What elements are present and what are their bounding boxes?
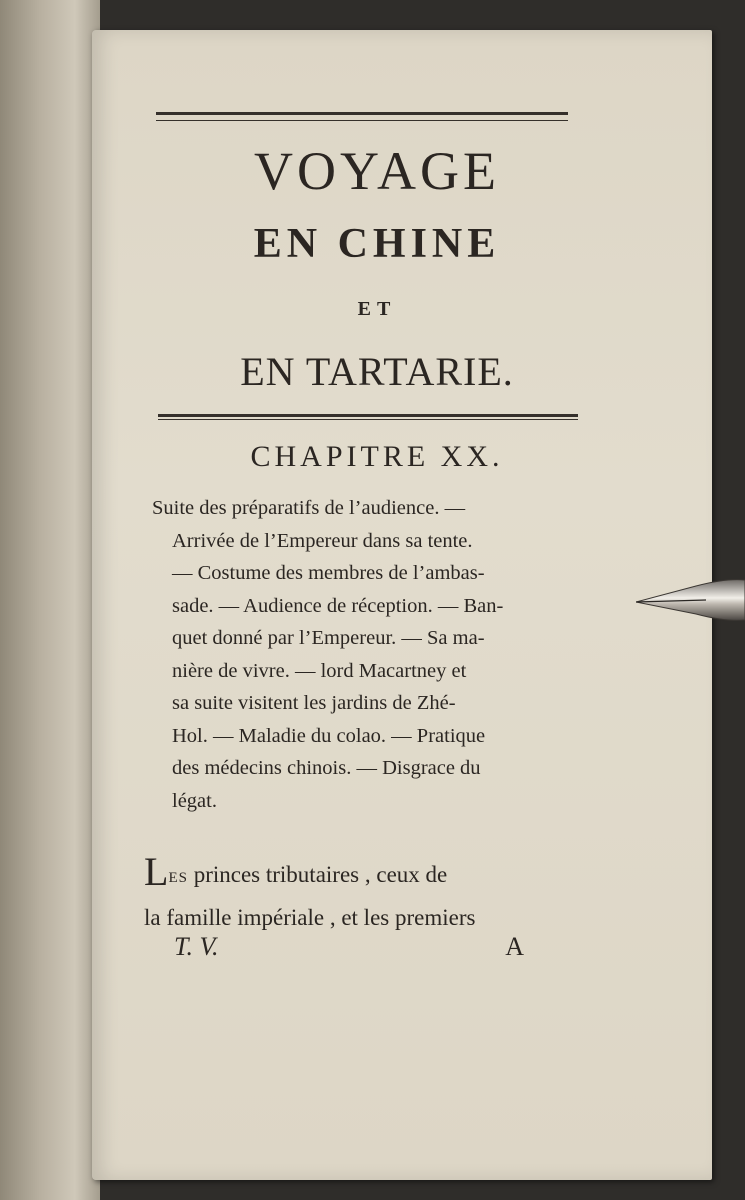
chapter-summary bbox=[152, 492, 582, 817]
volume-signature: T. V. bbox=[174, 932, 219, 961]
summary-line: sa suite visitent les jardins de Zhé- bbox=[172, 692, 456, 714]
summary-line: légat. bbox=[172, 789, 217, 812]
body-line-2: la famille impériale , et les premiers bbox=[144, 905, 476, 930]
title-line-et: ET bbox=[357, 298, 397, 320]
drop-cap: L bbox=[144, 849, 169, 894]
summary-line: Arrivée de l’Empereur dans sa tente. bbox=[172, 529, 473, 552]
pen-nib-icon bbox=[636, 578, 745, 622]
body-line-1 bbox=[144, 849, 584, 898]
summary-line: — Costume des membres de l’ambas- bbox=[172, 562, 485, 584]
title-bottom-rule bbox=[158, 414, 578, 420]
body-paragraph bbox=[144, 849, 584, 938]
summary-line: nière de vivre. — lord Macartney et bbox=[172, 659, 467, 682]
title-line-en-chine: EN CHINE bbox=[253, 221, 501, 267]
small-caps: ES bbox=[168, 870, 188, 886]
title-line-voyage: VOYAGE bbox=[254, 141, 500, 201]
book-page bbox=[92, 30, 712, 1180]
summary-line: Hol. — Maladie du colao. — Pratique bbox=[172, 724, 486, 747]
body-line-1-text: princes tributaires , ceux de bbox=[187, 862, 448, 887]
summary-line: sade. — Audience de réception. — Ban- bbox=[172, 594, 504, 617]
title-line-en-tartarie: EN TARTARIE. bbox=[240, 349, 514, 394]
facing-page-edge bbox=[0, 0, 100, 1200]
top-double-rule bbox=[156, 112, 568, 121]
summary-line: Suite des préparatifs de l’audience. — bbox=[152, 497, 466, 519]
gathering-signature: A bbox=[505, 932, 524, 961]
chapter-heading: CHAPITRE XX. bbox=[250, 440, 504, 473]
summary-line: des médecins chinois. — Disgrace du bbox=[172, 757, 481, 779]
summary-line: quet donné par l’Empereur. — Sa ma- bbox=[172, 627, 485, 649]
